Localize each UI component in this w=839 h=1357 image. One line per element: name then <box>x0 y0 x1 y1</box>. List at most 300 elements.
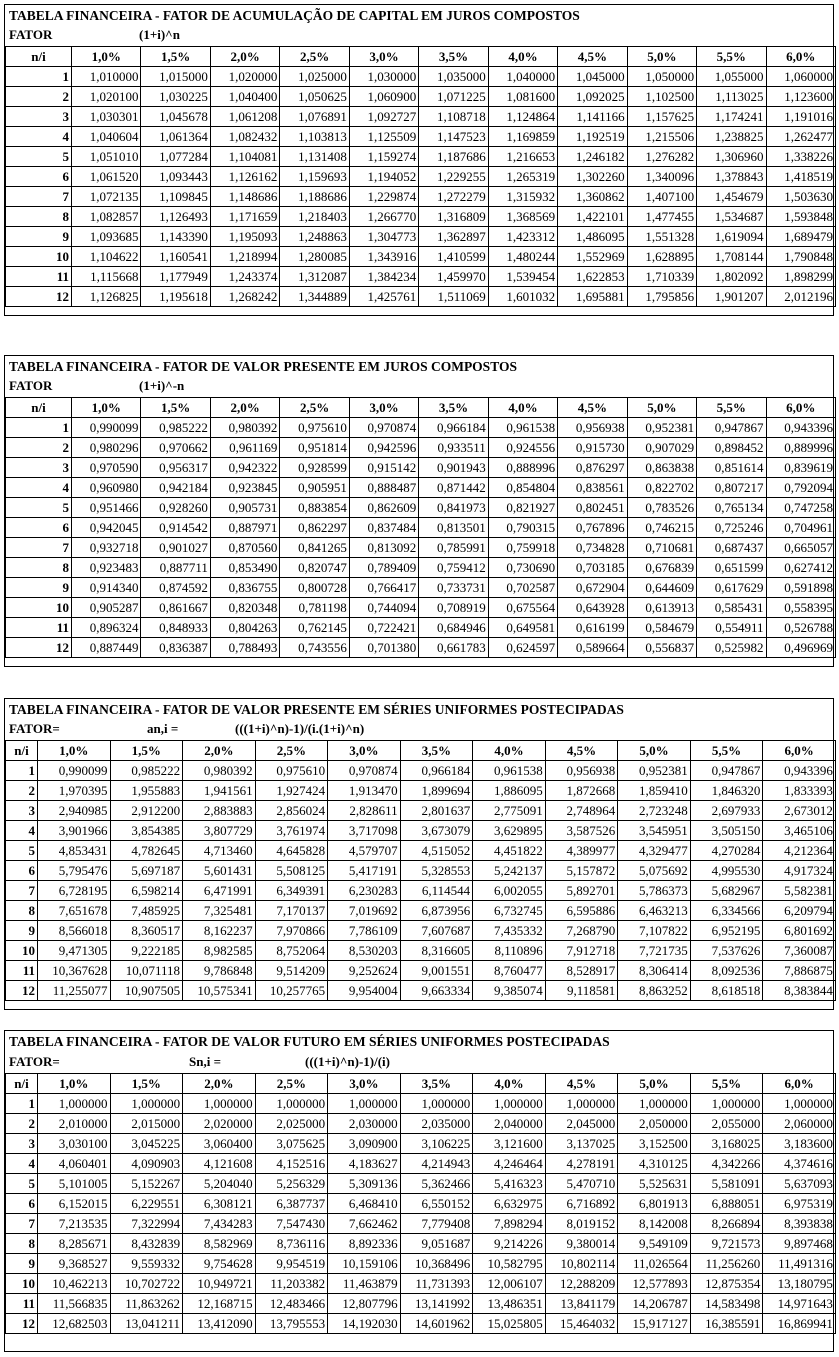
header-cell-n-i: n/i <box>6 1074 38 1094</box>
value-cell: 0,975610 <box>280 418 349 438</box>
value-cell: 1,000000 <box>618 1094 691 1114</box>
value-cell: 4,246464 <box>473 1154 546 1174</box>
factor-table <box>5 1073 836 1334</box>
value-cell: 0,985222 <box>110 761 183 781</box>
value-cell: 7,912718 <box>545 941 618 961</box>
table-row <box>6 1214 836 1234</box>
period-cell: 4 <box>6 478 72 498</box>
value-cell: 0,901943 <box>419 458 488 478</box>
value-cell: 0,759412 <box>419 558 488 578</box>
value-cell: 1,093685 <box>72 227 141 247</box>
table-row <box>6 781 836 801</box>
value-cell: 3,075625 <box>255 1134 328 1154</box>
value-cell: 4,090903 <box>110 1154 183 1174</box>
value-cell: 10,368496 <box>400 1254 473 1274</box>
value-cell: 1,124864 <box>488 107 557 127</box>
value-cell: 15,917127 <box>618 1314 691 1334</box>
period-cell: 12 <box>6 287 72 307</box>
period-cell: 5 <box>6 147 72 167</box>
value-cell: 1,276282 <box>627 147 696 167</box>
fator-label: FATOR= <box>9 1054 60 1069</box>
value-cell: 0,961538 <box>488 418 557 438</box>
value-cell: 2,050000 <box>618 1114 691 1134</box>
table-title: TABELA FINANCEIRA - FATOR DE VALOR PRESENTE EM SÉRIES UNIFORMES POSTECIPADAS <box>9 702 624 717</box>
value-cell: 0,924556 <box>488 438 557 458</box>
value-cell: 0,928599 <box>280 458 349 478</box>
table-row <box>6 618 836 638</box>
value-cell: 0,701380 <box>349 638 418 658</box>
value-cell: 1,593848 <box>766 207 835 227</box>
period-cell: 10 <box>6 598 72 618</box>
value-cell: 3,030100 <box>38 1134 111 1154</box>
value-cell: 0,923483 <box>72 558 141 578</box>
value-cell: 10,575341 <box>183 981 256 1001</box>
value-cell: 0,733731 <box>419 578 488 598</box>
table-row <box>6 578 836 598</box>
value-cell: 15,464032 <box>545 1314 618 1334</box>
value-cell: 0,762145 <box>280 618 349 638</box>
value-cell: 0,980392 <box>183 761 256 781</box>
value-cell: 12,682503 <box>38 1314 111 1334</box>
value-cell: 1,266770 <box>349 207 418 227</box>
table-row <box>6 638 836 658</box>
value-cell: 1,218994 <box>210 247 279 267</box>
header-cell-rate: 1,0% <box>38 741 111 761</box>
value-cell: 1,315932 <box>488 187 557 207</box>
value-cell: 7,170137 <box>255 901 328 921</box>
value-cell: 1,886095 <box>473 781 546 801</box>
factor-table <box>5 740 836 1001</box>
value-cell: 8,863252 <box>618 981 691 1001</box>
value-cell: 1,081600 <box>488 87 557 107</box>
value-cell: 7,662462 <box>328 1214 401 1234</box>
value-cell: 0,839619 <box>766 458 835 478</box>
table-title: TABELA FINANCEIRA - FATOR DE ACUMULAÇÃO DE CAPITAL EM JUROS COMPOSTOS <box>9 8 580 23</box>
value-cell: 7,651678 <box>38 901 111 921</box>
value-cell: 1,015000 <box>141 67 210 87</box>
value-cell: 9,368527 <box>38 1254 111 1274</box>
header-cell-rate: 1,5% <box>141 47 210 67</box>
value-cell: 1,050625 <box>280 87 349 107</box>
value-cell: 1,055000 <box>697 67 766 87</box>
table-row <box>6 1134 836 1154</box>
value-cell: 2,912200 <box>110 801 183 821</box>
value-cell: 13,412090 <box>183 1314 256 1334</box>
value-cell: 1,030301 <box>72 107 141 127</box>
value-cell: 10,702722 <box>110 1274 183 1294</box>
value-cell: 0,956938 <box>558 418 627 438</box>
value-cell: 0,616199 <box>558 618 627 638</box>
value-cell: 11,566835 <box>38 1294 111 1314</box>
value-cell: 1,143390 <box>141 227 210 247</box>
value-cell: 0,951814 <box>280 438 349 458</box>
value-cell: 6,801692 <box>763 921 836 941</box>
value-cell: 4,278191 <box>545 1154 618 1174</box>
value-cell: 5,582381 <box>763 881 836 901</box>
value-cell: 16,385591 <box>690 1314 763 1334</box>
value-cell: 5,242137 <box>473 861 546 881</box>
value-cell: 0,887971 <box>210 518 279 538</box>
value-cell: 6,732745 <box>473 901 546 921</box>
value-cell: 8,760477 <box>473 961 546 981</box>
value-cell: 0,702587 <box>488 578 557 598</box>
value-cell: 0,556837 <box>627 638 696 658</box>
period-cell: 2 <box>6 781 38 801</box>
value-cell: 0,591898 <box>766 578 835 598</box>
value-cell: 14,601962 <box>400 1314 473 1334</box>
value-cell: 6,152015 <box>38 1194 111 1214</box>
value-cell: 1,970395 <box>38 781 111 801</box>
period-cell: 11 <box>6 267 72 287</box>
value-cell: 1,846320 <box>690 781 763 801</box>
value-cell: 4,995530 <box>690 861 763 881</box>
value-cell: 4,389977 <box>545 841 618 861</box>
table-row <box>6 1234 836 1254</box>
value-cell: 4,310125 <box>618 1154 691 1174</box>
value-cell: 1,051010 <box>72 147 141 167</box>
period-cell: 10 <box>6 941 38 961</box>
value-cell: 3,901966 <box>38 821 111 841</box>
header-row <box>6 47 836 67</box>
period-cell: 1 <box>6 418 72 438</box>
value-cell: 3,060400 <box>183 1134 256 1154</box>
value-cell: 0,888996 <box>488 458 557 478</box>
value-cell: 1,872668 <box>545 781 618 801</box>
value-cell: 1,552969 <box>558 247 627 267</box>
value-cell: 1,020000 <box>210 67 279 87</box>
value-cell: 11,491316 <box>763 1254 836 1274</box>
value-cell: 0,871442 <box>419 478 488 498</box>
value-cell: 1,708144 <box>697 247 766 267</box>
value-cell: 7,547430 <box>255 1214 328 1234</box>
value-cell: 4,917324 <box>763 861 836 881</box>
period-cell: 2 <box>6 1114 38 1134</box>
header-row <box>6 1074 836 1094</box>
table-row <box>6 498 836 518</box>
value-cell: 1,035000 <box>419 67 488 87</box>
symbol-text: Sn,i = <box>189 1054 221 1069</box>
value-cell: 1,108718 <box>419 107 488 127</box>
value-cell: 1,000000 <box>183 1094 256 1114</box>
period-cell: 2 <box>6 438 72 458</box>
value-cell: 0,643928 <box>558 598 627 618</box>
value-cell: 1,344889 <box>280 287 349 307</box>
value-cell: 2,748964 <box>545 801 618 821</box>
value-cell: 8,019152 <box>545 1214 618 1234</box>
value-cell: 3,168025 <box>690 1134 763 1154</box>
value-cell: 0,990099 <box>72 418 141 438</box>
value-cell: 6,598214 <box>110 881 183 901</box>
value-cell: 4,645828 <box>255 841 328 861</box>
value-cell: 5,256329 <box>255 1174 328 1194</box>
value-cell: 0,970590 <box>72 458 141 478</box>
value-cell: 1,157625 <box>627 107 696 127</box>
header-row <box>6 741 836 761</box>
period-cell: 11 <box>6 1294 38 1314</box>
period-cell: 10 <box>6 247 72 267</box>
period-cell: 4 <box>6 821 38 841</box>
value-cell: 2,010000 <box>38 1114 111 1134</box>
period-cell: 6 <box>6 518 72 538</box>
value-cell: 0,804263 <box>210 618 279 638</box>
value-cell: 0,952381 <box>627 418 696 438</box>
value-cell: 8,982585 <box>183 941 256 961</box>
value-cell: 0,960980 <box>72 478 141 498</box>
value-cell: 1,115668 <box>72 267 141 287</box>
table-title: TABELA FINANCEIRA - FATOR DE VALOR FUTURO EM SÉRIES UNIFORMES POSTECIPADAS <box>9 1034 610 1049</box>
table-row <box>6 287 836 307</box>
value-cell: 9,559332 <box>110 1254 183 1274</box>
value-cell: 1,539454 <box>488 267 557 287</box>
header-cell-rate: 1,5% <box>110 741 183 761</box>
value-cell: 1,795856 <box>627 287 696 307</box>
value-cell: 7,322994 <box>110 1214 183 1234</box>
value-cell: 9,222185 <box>110 941 183 961</box>
value-cell: 1,076891 <box>280 107 349 127</box>
value-cell: 13,841179 <box>545 1294 618 1314</box>
value-cell: 6,334566 <box>690 901 763 921</box>
value-cell: 0,822702 <box>627 478 696 498</box>
value-cell: 3,137025 <box>545 1134 618 1154</box>
value-cell: 6,209794 <box>763 901 836 921</box>
value-cell: 4,212364 <box>763 841 836 861</box>
table-row <box>6 107 836 127</box>
value-cell: 0,942596 <box>349 438 418 458</box>
header-cell-rate: 3,5% <box>400 1074 473 1094</box>
value-cell: 11,256260 <box>690 1254 763 1274</box>
value-cell: 1,511069 <box>419 287 488 307</box>
period-cell: 11 <box>6 961 38 981</box>
value-cell: 0,928260 <box>141 498 210 518</box>
value-cell: 1,229874 <box>349 187 418 207</box>
value-cell: 9,954519 <box>255 1254 328 1274</box>
table-row <box>6 921 836 941</box>
value-cell: 5,581091 <box>690 1174 763 1194</box>
value-cell: 0,907029 <box>627 438 696 458</box>
value-cell: 1,619094 <box>697 227 766 247</box>
value-cell: 1,238825 <box>697 127 766 147</box>
value-cell: 0,905951 <box>280 478 349 498</box>
value-cell: 0,767896 <box>558 518 627 538</box>
value-cell: 0,838561 <box>558 478 627 498</box>
symbol-text: an,i = <box>147 721 179 736</box>
value-cell: 10,071118 <box>110 961 183 981</box>
value-cell: 8,432839 <box>110 1234 183 1254</box>
value-cell: 6,002055 <box>473 881 546 901</box>
value-cell: 14,583498 <box>690 1294 763 1314</box>
value-cell: 11,026564 <box>618 1254 691 1274</box>
header-cell-rate: 3,5% <box>419 398 488 418</box>
value-cell: 7,779408 <box>400 1214 473 1234</box>
value-cell: 2,015000 <box>110 1114 183 1134</box>
value-cell: 0,887711 <box>141 558 210 578</box>
value-cell: 14,192030 <box>328 1314 401 1334</box>
header-cell-rate: 2,5% <box>255 1074 328 1094</box>
value-cell: 14,971643 <box>763 1294 836 1314</box>
header-cell-n-i: n/i <box>6 47 72 67</box>
value-cell: 14,206787 <box>618 1294 691 1314</box>
value-cell: 1,000000 <box>110 1094 183 1114</box>
value-cell: 9,514209 <box>255 961 328 981</box>
header-cell-rate: 1,5% <box>141 398 210 418</box>
period-cell: 6 <box>6 861 38 881</box>
table-row <box>6 458 836 478</box>
value-cell: 7,786109 <box>328 921 401 941</box>
period-cell: 12 <box>6 638 72 658</box>
value-cell: 0,725246 <box>697 518 766 538</box>
value-cell: 9,471305 <box>38 941 111 961</box>
value-cell: 6,230283 <box>328 881 401 901</box>
value-cell: 0,943396 <box>766 418 835 438</box>
value-cell: 13,141992 <box>400 1294 473 1314</box>
value-cell: 6,114544 <box>400 881 473 901</box>
value-cell: 7,435332 <box>473 921 546 941</box>
value-cell: 1,195618 <box>141 287 210 307</box>
value-cell: 3,106225 <box>400 1134 473 1154</box>
value-cell: 1,020100 <box>72 87 141 107</box>
value-cell: 9,786848 <box>183 961 256 981</box>
value-cell: 1,109845 <box>141 187 210 207</box>
value-cell: 1,148686 <box>210 187 279 207</box>
value-cell: 1,188686 <box>280 187 349 207</box>
value-cell: 0,820348 <box>210 598 279 618</box>
header-cell-rate: 1,0% <box>72 398 141 418</box>
value-cell: 1,802092 <box>697 267 766 287</box>
value-cell: 1,000000 <box>328 1094 401 1114</box>
value-cell: 5,786373 <box>618 881 691 901</box>
header-cell-rate: 5,5% <box>690 741 763 761</box>
table-row <box>6 1274 836 1294</box>
period-cell: 3 <box>6 107 72 127</box>
header-cell-rate: 4,0% <box>473 741 546 761</box>
value-cell: 0,943396 <box>763 761 836 781</box>
fator-label: FATOR <box>9 378 53 393</box>
header-cell-rate: 2,0% <box>210 398 279 418</box>
value-cell: 0,861667 <box>141 598 210 618</box>
value-cell: 0,627412 <box>766 558 835 578</box>
table-block-present-value <box>4 355 834 667</box>
value-cell: 0,966184 <box>419 418 488 438</box>
value-cell: 0,661783 <box>419 638 488 658</box>
value-cell: 0,558395 <box>766 598 835 618</box>
value-cell: 4,329477 <box>618 841 691 861</box>
value-cell: 1,913470 <box>328 781 401 801</box>
value-cell: 0,554911 <box>697 618 766 638</box>
header-cell-n-i: n/i <box>6 741 38 761</box>
value-cell: 0,722421 <box>349 618 418 638</box>
value-cell: 5,417191 <box>328 861 401 881</box>
value-cell: 1,195093 <box>210 227 279 247</box>
value-cell: 1,899694 <box>400 781 473 801</box>
value-cell: 0,883854 <box>280 498 349 518</box>
value-cell: 8,618518 <box>690 981 763 1001</box>
table-row <box>6 1154 836 1174</box>
value-cell: 1,378843 <box>697 167 766 187</box>
value-cell: 9,252624 <box>328 961 401 981</box>
value-cell: 3,183600 <box>763 1134 836 1154</box>
value-cell: 13,795553 <box>255 1314 328 1334</box>
value-cell: 0,790315 <box>488 518 557 538</box>
value-cell: 0,759918 <box>488 538 557 558</box>
value-cell: 1,407100 <box>627 187 696 207</box>
value-cell: 7,268790 <box>545 921 618 941</box>
value-cell: 0,952381 <box>618 761 691 781</box>
value-cell: 0,676839 <box>627 558 696 578</box>
value-cell: 10,462213 <box>38 1274 111 1294</box>
value-cell: 1,248863 <box>280 227 349 247</box>
period-cell: 11 <box>6 618 72 638</box>
value-cell: 0,746215 <box>627 518 696 538</box>
value-cell: 1,454679 <box>697 187 766 207</box>
value-cell: 1,123600 <box>766 87 835 107</box>
value-cell: 0,734828 <box>558 538 627 558</box>
value-cell: 0,901027 <box>141 538 210 558</box>
value-cell: 0,665057 <box>766 538 835 558</box>
value-cell: 1,833393 <box>763 781 836 801</box>
value-cell: 1,191016 <box>766 107 835 127</box>
value-cell: 1,343916 <box>349 247 418 267</box>
value-cell: 0,841973 <box>419 498 488 518</box>
table-block-accumulation <box>4 4 834 316</box>
value-cell: 0,792094 <box>766 478 835 498</box>
value-cell: 11,203382 <box>255 1274 328 1294</box>
period-cell: 7 <box>6 538 72 558</box>
value-cell: 1,927424 <box>255 781 328 801</box>
value-cell: 6,888051 <box>690 1194 763 1214</box>
value-cell: 8,528917 <box>545 961 618 981</box>
value-cell: 1,082857 <box>72 207 141 227</box>
value-cell: 2,723248 <box>618 801 691 821</box>
value-cell: 1,194052 <box>349 167 418 187</box>
value-cell: 0,942322 <box>210 458 279 478</box>
value-cell: 0,785991 <box>419 538 488 558</box>
formula-text: (((1+i)^n)-1)/(i.(1+i)^n) <box>235 721 365 736</box>
formula-text: (((1+i)^n)-1)/(i) <box>305 1054 390 1069</box>
value-cell: 0,888487 <box>349 478 418 498</box>
value-cell: 8,582969 <box>183 1234 256 1254</box>
value-cell: 8,142008 <box>618 1214 691 1234</box>
value-cell: 1,422101 <box>558 207 627 227</box>
value-cell: 12,288209 <box>545 1274 618 1294</box>
value-cell: 0,956317 <box>141 458 210 478</box>
value-cell: 1,477455 <box>627 207 696 227</box>
value-cell: 2,040000 <box>473 1114 546 1134</box>
value-cell: 1,131408 <box>280 147 349 167</box>
value-cell: 10,802114 <box>545 1254 618 1274</box>
value-cell: 7,485925 <box>110 901 183 921</box>
value-cell: 0,905287 <box>72 598 141 618</box>
value-cell: 0,854804 <box>488 478 557 498</box>
value-cell: 9,051687 <box>400 1234 473 1254</box>
value-cell: 0,942045 <box>72 518 141 538</box>
value-cell: 0,990099 <box>38 761 111 781</box>
table-block-series-present-value <box>4 698 834 1010</box>
value-cell: 0,525982 <box>697 638 766 658</box>
value-cell: 1,010000 <box>72 67 141 87</box>
period-cell: 3 <box>6 1134 38 1154</box>
header-cell-rate: 5,0% <box>618 1074 691 1094</box>
value-cell: 6,463213 <box>618 901 691 921</box>
value-cell: 0,672904 <box>558 578 627 598</box>
header-cell-rate: 1,0% <box>72 47 141 67</box>
value-cell: 0,862609 <box>349 498 418 518</box>
value-cell: 1,551328 <box>627 227 696 247</box>
value-cell: 10,949721 <box>183 1274 256 1294</box>
period-cell: 5 <box>6 841 38 861</box>
value-cell: 0,966184 <box>400 761 473 781</box>
value-cell: 0,980392 <box>210 418 279 438</box>
value-cell: 1,229255 <box>419 167 488 187</box>
